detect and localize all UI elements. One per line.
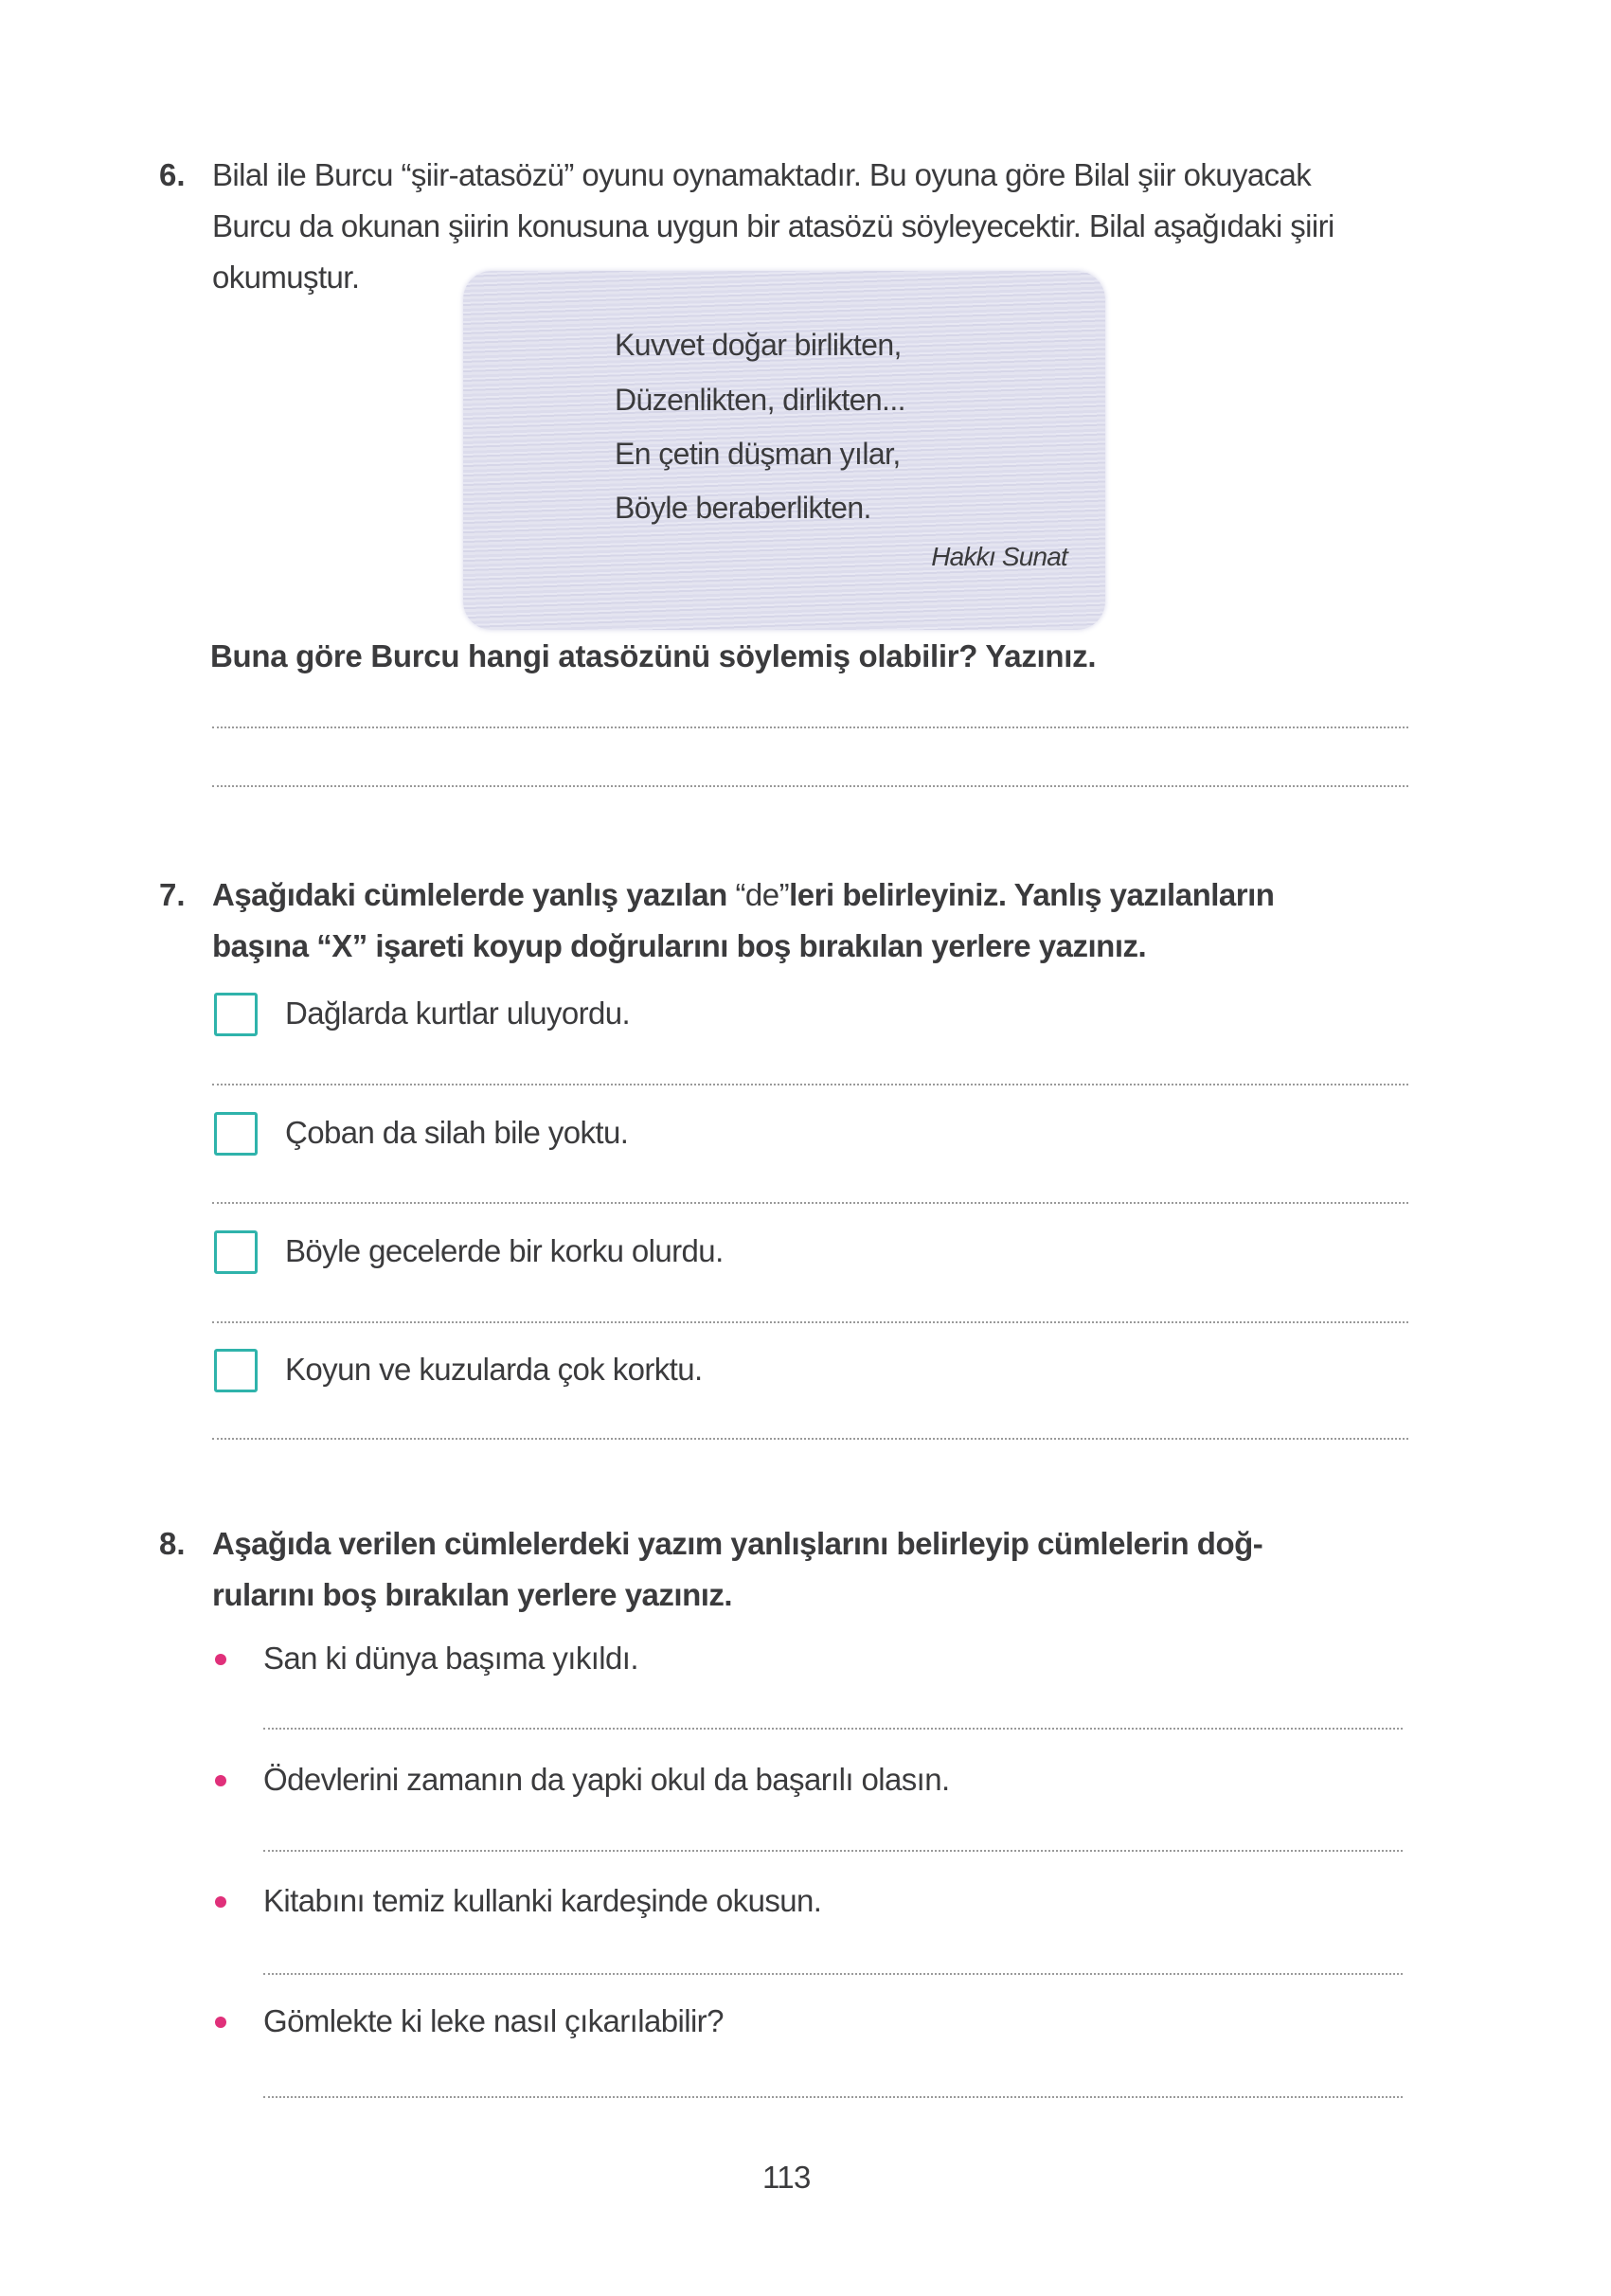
q7-text-a: Aşağıdaki cümlelerde yanlış yazılan [212, 877, 736, 912]
answer-line[interactable] [263, 1973, 1403, 1975]
q8-item-3: Kitabını temiz kullanki kardeşinde okusun. [263, 1883, 822, 1918]
answer-line[interactable] [263, 1728, 1403, 1730]
q6-prompt: Buna göre Burcu hangi atasözünü söylemiş olabilir? Yazınız. [210, 638, 1097, 673]
answer-line[interactable] [212, 1084, 1408, 1085]
q6-text-line-3: okumuştur. [212, 260, 360, 295]
q6-text-line-1: Bilal ile Burcu “şiir-atasözü” oyunu oynamaktadır. Bu oyuna göre Bilal şiir okuyacak [212, 157, 1312, 192]
q7-item-1: Dağlarda kurtlar uluyordu. [285, 996, 631, 1031]
answer-line[interactable] [212, 785, 1408, 787]
bullet-icon [215, 1896, 226, 1908]
question-number-8: 8. [159, 1526, 186, 1561]
checkbox[interactable] [214, 1112, 258, 1156]
answer-line[interactable] [263, 1850, 1403, 1852]
q8-item-2: Ödevlerini zamanın da yapki okul da başarılı olasın. [263, 1762, 950, 1797]
answer-line[interactable] [263, 2096, 1403, 2098]
q7-text-line-1 [212, 877, 1274, 913]
q8-item-1: San ki dünya başıma yıkıldı. [263, 1641, 638, 1676]
q7-item-4: Koyun ve kuzularda çok korktu. [285, 1352, 703, 1387]
checkbox[interactable] [214, 1349, 258, 1392]
poem-line-2: Düzenlikten, dirlikten... [615, 383, 905, 417]
checkbox[interactable] [214, 993, 258, 1036]
q7-text-line-2: başına “X” işareti koyup doğrularını boş bırakılan yerlere yazınız. [212, 928, 1147, 963]
answer-line[interactable] [212, 1202, 1408, 1204]
q7-text-c: leri belirleyiniz. Yanlış yazılanların [789, 877, 1275, 912]
q7-item-3: Böyle gecelerde bir korku olurdu. [285, 1233, 724, 1268]
answer-line[interactable] [212, 1438, 1408, 1440]
answer-line[interactable] [212, 1321, 1408, 1323]
poem-line-4: Böyle beraberlikten. [615, 491, 871, 525]
checkbox[interactable] [214, 1230, 258, 1274]
poem-line-3: En çetin düşman yılar, [615, 437, 901, 471]
answer-line[interactable] [212, 726, 1408, 728]
q8-text-line-2: rularını boş bırakılan yerlere yazınız. [212, 1577, 733, 1612]
poem-author: Hakkı Sunat [931, 542, 1067, 571]
q6-text-line-2: Burcu da okunan şiirin konusuna uygun bir atasözü söyleyecektir. Bilal aşağıdaki şiiri [212, 208, 1334, 243]
question-number-7: 7. [159, 877, 186, 912]
poem-box [463, 271, 1105, 630]
bullet-icon [215, 1654, 226, 1665]
poem-line-1: Kuvvet doğar birlikten, [615, 328, 902, 362]
question-number-6: 6. [159, 157, 186, 192]
q7-item-2: Çoban da silah bile yoktu. [285, 1115, 629, 1150]
q8-text-line-1: Aşağıda verilen cümlelerdeki yazım yanlışlarını belirleyip cümlelerin doğ- [212, 1526, 1263, 1561]
q8-item-4: Gömlekte ki leke nasıl çıkarılabilir? [263, 2003, 724, 2038]
q7-text-b: “de” [735, 877, 790, 912]
bullet-icon [215, 2017, 226, 2028]
page-number: 113 [762, 2160, 811, 2195]
bullet-icon [215, 1775, 226, 1786]
